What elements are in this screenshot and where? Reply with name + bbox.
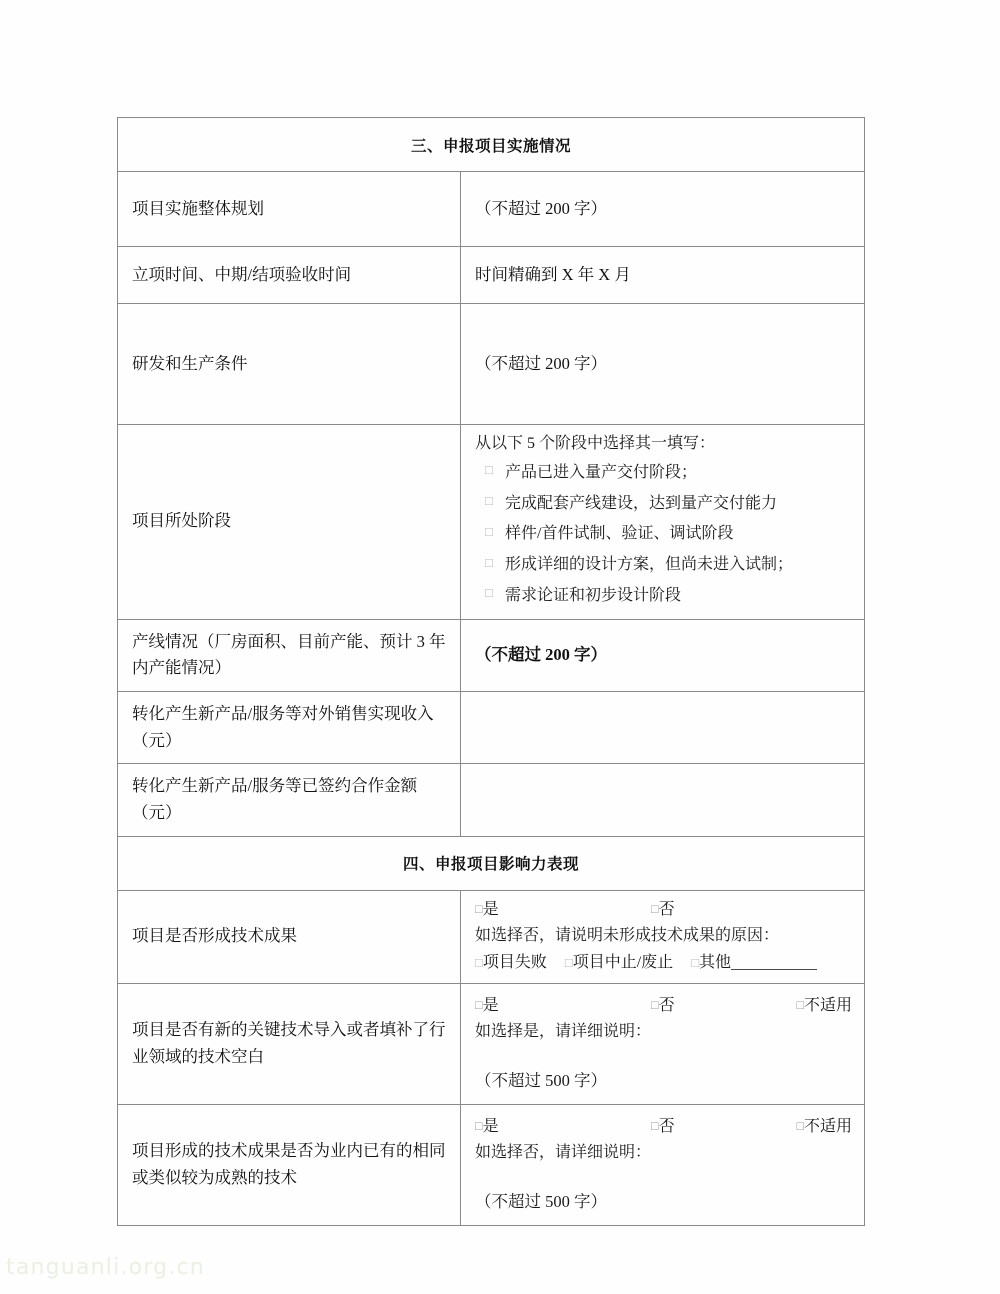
reason-option-failed[interactable] [475, 954, 551, 971]
reason-option-label: 其他 [699, 954, 732, 972]
stage-option[interactable] [475, 489, 852, 520]
row-value-cell [461, 983, 865, 1104]
table-row-key-tech [118, 983, 865, 1104]
checkbox-empty-icon[interactable]: □ [796, 998, 804, 1013]
application-form-table [117, 117, 865, 1226]
row-value-cell[interactable] [461, 764, 865, 836]
stage-option-label: 完成配套产线建设，达到量产交付能力 [505, 494, 778, 512]
row-value: 时间精确到 X 年 X 月 [475, 264, 631, 284]
row-value [461, 791, 864, 809]
option-no[interactable] [651, 993, 675, 1018]
option-yes-label: 是 [482, 1118, 499, 1136]
checkbox-empty-icon[interactable]: □ [564, 955, 573, 971]
table-row-tech-outcome [118, 890, 865, 983]
row-label: 项目是否形成技术成果 [132, 926, 297, 946]
checkbox-empty-icon[interactable]: □ [485, 523, 493, 539]
row-label-cell [118, 304, 461, 425]
row-note: 如选择否，请详细说明： [475, 1144, 652, 1162]
checkbox-empty-icon[interactable]: □ [651, 1119, 659, 1134]
row-label: 研发和生产条件 [132, 353, 248, 373]
checkbox-empty-icon[interactable]: □ [651, 998, 659, 1013]
table-row-project-stage [118, 425, 865, 620]
row-label-cell [118, 890, 461, 983]
row-label-cell [118, 692, 461, 764]
checkbox-empty-icon[interactable]: □ [651, 901, 659, 916]
stage-list-intro: 从以下 5 个阶段中选择其一填写： [475, 435, 716, 452]
option-yes[interactable] [475, 897, 499, 922]
table-row [118, 247, 865, 304]
option-yes[interactable] [475, 1114, 499, 1139]
row-value: （不超过 200 字） [475, 198, 607, 218]
stage-option[interactable] [475, 581, 852, 612]
checkbox-empty-icon[interactable]: □ [475, 901, 483, 916]
option-not-applicable-label: 不适用 [804, 1118, 853, 1136]
table-row-mature-tech [118, 1104, 865, 1225]
table-row [118, 764, 865, 836]
section-3-title: 三、申报项目实施情况 [411, 137, 572, 155]
stage-option[interactable] [475, 519, 852, 550]
row-label-cell [118, 247, 461, 304]
row-label-cell [118, 983, 461, 1104]
stage-option-label: 样件/首件试制、验证、调试阶段 [505, 525, 734, 543]
row-label-cell [118, 1104, 461, 1225]
yes-no-na-option-row [475, 993, 852, 1018]
section-3-header-row [118, 118, 865, 172]
stage-option-list [475, 458, 852, 612]
row-value-cell[interactable] [461, 692, 865, 764]
option-yes[interactable] [475, 993, 499, 1018]
checkbox-empty-icon[interactable]: □ [796, 1119, 804, 1134]
row-label: 项目形成的技术成果是否为业内已有的相同或类似较为成熟的技术 [132, 1140, 446, 1187]
option-no-label: 否 [658, 1118, 675, 1136]
row-label-cell [118, 425, 461, 620]
stage-option-label: 形成详细的设计方案，但尚未进入试制； [505, 556, 794, 574]
row-value-cell[interactable] [461, 172, 865, 247]
option-yes-label: 是 [482, 997, 499, 1015]
section-3-header-cell [118, 118, 865, 172]
option-no[interactable] [651, 897, 675, 922]
section-4-title: 四、申报项目影响力表现 [403, 856, 580, 874]
checkbox-empty-icon[interactable]: □ [691, 955, 700, 971]
yes-no-option-row [475, 897, 852, 922]
row-value-cell [461, 1104, 865, 1225]
reason-option-label: 项目中止/废止 [572, 954, 674, 972]
checkbox-empty-icon[interactable]: □ [485, 462, 493, 478]
reason-option-terminated[interactable] [565, 954, 677, 971]
row-label: 项目是否有新的关键技术导入或者填补了行业领域的技术空白 [132, 1019, 446, 1066]
stage-option[interactable] [475, 550, 852, 581]
row-label: 转化产生新产品/服务等已签约合作金额（元） [132, 776, 418, 823]
option-not-applicable-label: 不适用 [804, 997, 853, 1015]
row-value-cell[interactable] [461, 304, 865, 425]
checkbox-empty-icon[interactable]: □ [475, 1119, 483, 1134]
row-note: 如选择是，请详细说明： [475, 1023, 652, 1041]
row-label: 转化产生新产品/服务等对外销售实现收入（元） [132, 704, 434, 750]
table-row [118, 692, 865, 764]
reason-option-label: 项目失败 [482, 954, 547, 972]
checkbox-empty-icon[interactable]: □ [475, 955, 483, 971]
project-stage-cell [461, 425, 865, 620]
table-row [118, 172, 865, 247]
row-value: （不超过 200 字） [475, 353, 607, 373]
row-value-cell[interactable] [461, 619, 865, 691]
row-label-cell [118, 619, 461, 691]
row-label: 立项时间、中期/结项验收时间 [132, 264, 352, 284]
row-label: 项目所处阶段 [132, 511, 231, 531]
site-watermark: tanguanli.org.cn [6, 1255, 205, 1280]
reason-option-row [475, 949, 852, 976]
row-label: 项目实施整体规划 [132, 198, 264, 218]
section-4-header-row [118, 836, 865, 890]
yes-no-na-option-row [475, 1114, 852, 1139]
option-not-applicable[interactable] [796, 993, 852, 1018]
other-reason-blank-input[interactable] [731, 969, 817, 970]
checkbox-empty-icon[interactable]: □ [485, 493, 493, 509]
section-4-header-cell [118, 836, 865, 890]
word-limit-note: （不超过 500 字） [475, 1191, 607, 1211]
stage-option-label: 需求论证和初步设计阶段 [505, 586, 682, 604]
checkbox-empty-icon[interactable]: □ [485, 585, 493, 601]
row-label: 产线情况（厂房面积、目前产能、预计 3 年内产能情况） [132, 631, 446, 678]
table-row [118, 304, 865, 425]
option-yes-label: 是 [482, 900, 499, 918]
row-value: （不超过 200 字） [475, 644, 607, 664]
reason-option-other[interactable] [691, 954, 817, 971]
row-value-cell [461, 890, 865, 983]
checkbox-empty-icon[interactable]: □ [485, 554, 493, 570]
stage-option-label: 产品已进入量产交付阶段； [505, 464, 698, 481]
option-no-label: 否 [658, 997, 675, 1015]
row-label-cell [118, 764, 461, 836]
row-value [461, 719, 864, 737]
stage-option[interactable] [475, 458, 852, 489]
word-limit-note: （不超过 500 字） [475, 1070, 607, 1090]
row-value-cell[interactable] [461, 247, 865, 304]
option-no-label: 否 [658, 900, 675, 918]
option-not-applicable[interactable] [796, 1114, 852, 1139]
checkbox-empty-icon[interactable]: □ [475, 998, 483, 1013]
option-no[interactable] [651, 1114, 675, 1139]
row-note: 如选择否，请说明未形成技术成果的原因： [475, 926, 780, 944]
row-label-cell [118, 172, 461, 247]
table-row [118, 619, 865, 691]
